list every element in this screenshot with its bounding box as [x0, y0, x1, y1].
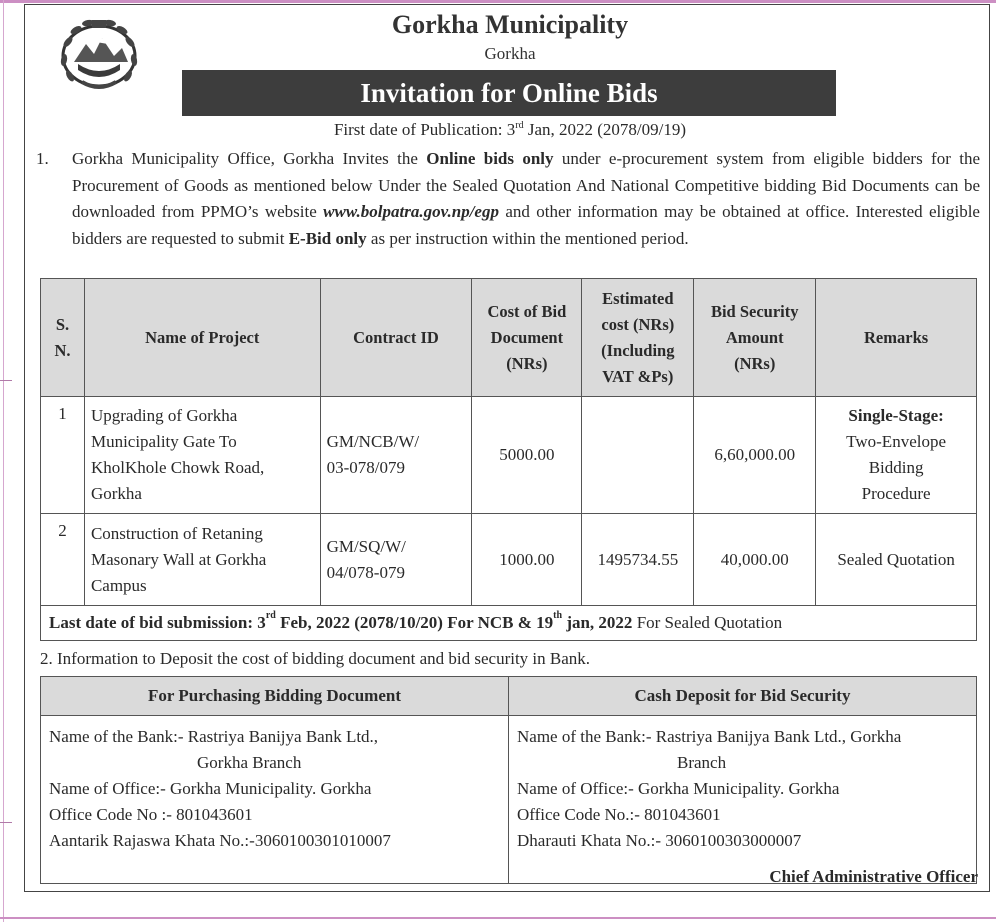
- cell-project-name: Construction of Retaning Masonary Wall at Gorkha Campus: [84, 514, 320, 606]
- bank-table: [40, 676, 977, 884]
- cell-contract-id: GM/NCB/W/ 03-078/079: [320, 397, 472, 514]
- paragraph-text: Gorkha Municipality Office, Gorkha Invites the Online bids only under e-procurement system from eligible bidders for the Procurement of Goods as mentioned below Under the Sealed Quotation And National Competitive bidding Bid Documents can be downloaded from PPMO’s website www.bolpatra.gov.np/egp and other information may be obtained at office. Interested eligible bidders are requested to submit E-Bid only as per instruction within the mentioned period.: [72, 149, 980, 248]
- table-row: [41, 397, 977, 514]
- cell-security: 6,60,000.00: [694, 397, 816, 514]
- publication-date: First date of Publication: 3rd Jan, 2022 (2078/09/19): [333, 120, 687, 139]
- col-header-security: Bid Security Amount (NRs): [694, 279, 816, 397]
- col-header-name: Name of Project: [84, 279, 320, 397]
- bank-header-row: [41, 677, 977, 716]
- website-link[interactable]: www.bolpatra.gov.np/egp: [323, 202, 499, 221]
- bank-details-left: Name of the Bank:- Rastriya Banijya Bank Ltd., Gorkha Branch Name of Office:- Gorkha Municipality. Gorkha Office Code No :- 801043601 Aantarik Rajaswa Khata No.:-3060100301010007: [41, 716, 509, 884]
- col-header-cost: Cost of Bid Document (NRs): [472, 279, 582, 397]
- table-row: [41, 514, 977, 606]
- cell-remarks: Sealed Quotation: [816, 514, 977, 606]
- paragraph-number: 1.: [36, 149, 49, 168]
- paragraph-2: 2. Information to Deposit the cost of bidding document and bid security in Bank.: [40, 649, 591, 668]
- cell-cost: 1000.00: [472, 514, 582, 606]
- col-header-estimated: Estimated cost (NRs) (Including VAT &Ps): [582, 279, 694, 397]
- cell-sn: 2: [41, 514, 85, 606]
- notice-banner: Invitation for Online Bids: [182, 70, 836, 116]
- bank-header-deposit: Cash Deposit for Bid Security: [509, 677, 977, 716]
- margin-tick: [0, 380, 12, 381]
- margin-tick: [0, 822, 12, 823]
- cell-project-name: Upgrading of Gorkha Municipality Gate To KholKhole Chowk Road, Gorkha: [84, 397, 320, 514]
- bottom-margin-line: [0, 917, 996, 919]
- cell-security: 40,000.00: [694, 514, 816, 606]
- paragraph-1: [36, 146, 980, 252]
- cell-remarks: Single-Stage: Two-Envelope Bidding Procedure: [816, 397, 977, 514]
- col-header-remarks: Remarks: [816, 279, 977, 397]
- cell-sn: 1: [41, 397, 85, 514]
- signature-title: Chief Administrative Officer: [769, 867, 978, 886]
- bank-header-purchasing: For Purchasing Bidding Document: [41, 677, 509, 716]
- last-date-text: Last date of bid submission: 3rd Feb, 2022 (2078/10/20) For NCB & 19th jan, 2022 For Sealed Quotation: [41, 606, 977, 641]
- bid-table: [40, 278, 977, 641]
- col-header-contract: Contract ID: [320, 279, 472, 397]
- cell-estimated: [582, 397, 694, 514]
- cell-estimated: 1495734.55: [582, 514, 694, 606]
- page-title: Gorkha Municipality: [391, 10, 629, 39]
- page-subtitle: Gorkha: [484, 44, 536, 63]
- table-header-row: [41, 279, 977, 397]
- bank-details-row: [41, 716, 977, 884]
- top-margin-line: [0, 0, 996, 3]
- cell-contract-id: GM/SQ/W/ 04/078-079: [320, 514, 472, 606]
- bank-details-right: Name of the Bank:- Rastriya Banijya Bank Ltd., Gorkha Branch Name of Office:- Gorkha Municipality. Gorkha Office Code No.:- 801043601 Dharauti Khata No.:- 3060100303000007: [509, 716, 977, 884]
- last-date-row: [41, 606, 977, 641]
- col-header-sn: S. N.: [41, 279, 85, 397]
- cell-cost: 5000.00: [472, 397, 582, 514]
